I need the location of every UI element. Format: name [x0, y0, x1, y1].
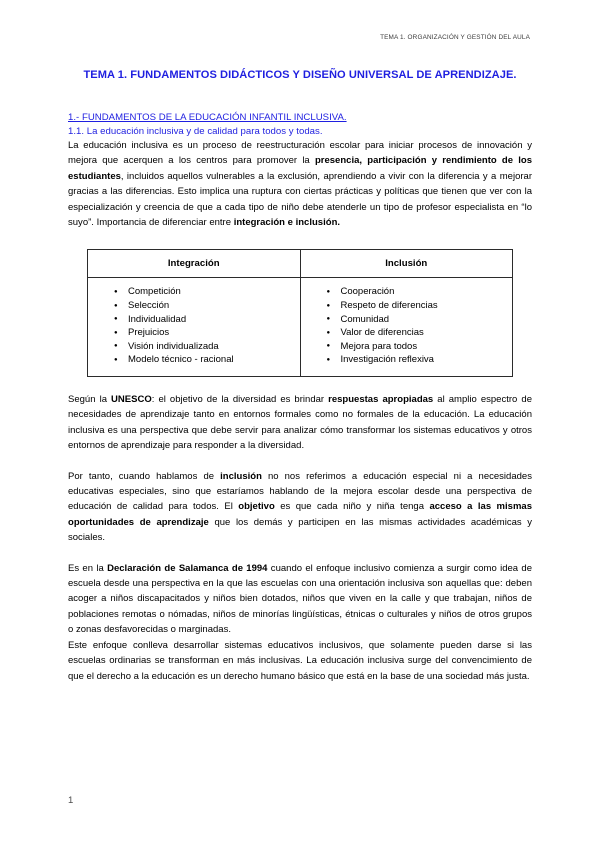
paragraph-inclusive-systems: Este enfoque conlleva desarrollar sistemas educativos inclusivos, que solamente pueden darse si las escuelas ordinarias se transforman en más inclusivas. La educación inclusiva surge del convencimiento de que el derecho a la educación es un derecho humano básico que está en la base de una sociedad más justa.	[68, 639, 532, 682]
paragraph-salamanca	[68, 561, 532, 638]
list-item: ● Prejuicios	[128, 326, 296, 340]
paragraph-inclusive-education	[68, 138, 532, 230]
p2-text-2: : el objetivo de la diversidad es brindar	[151, 394, 329, 405]
p3-bold-2: objetivo	[238, 501, 275, 513]
p2-text-1: Según la	[68, 394, 112, 405]
page-title: TEMA 1. FUNDAMENTOS DIDÁCTICOS Y DISEÑO UNIVERSAL DE APRENDIZAJE.	[83, 69, 517, 81]
p1-bold-2: integración e inclusión.	[233, 217, 341, 229]
list-item: ● Visión individualizada	[128, 340, 296, 354]
p2-bold-1: UNESCO	[111, 394, 152, 405]
p3-text-1: Por tanto, cuando hablamos de	[68, 470, 221, 482]
list-item: ● Comunidad	[341, 313, 509, 327]
list-item: ● Individualidad	[128, 313, 296, 327]
document-content	[68, 66, 532, 684]
paragraph-inclusion-definition	[68, 469, 532, 546]
list-item: ● Competición	[128, 285, 296, 299]
p2-text-3: al amplio espectro de necesidades de aprendizaje tanto en entornos formales como no formales de la educación. La educación inclusiva es una perspectiva que debe servir para analizar cómo transformar los sistemas educativos y otros entornos de aprendizaje para responder a la diversidad.	[68, 394, 532, 452]
integracion-list	[92, 285, 296, 367]
list-item: ● Respeto de diferencias	[341, 299, 509, 313]
list-item: ● Modelo técnico - racional	[128, 353, 296, 367]
p3-bold-3: acceso a las mismas oportunidades de aprendizaje	[68, 501, 533, 528]
page-number: 1	[68, 795, 74, 806]
inclusion-list	[305, 285, 509, 367]
comparison-table	[87, 249, 513, 377]
p3-bold-1: inclusión	[220, 470, 262, 482]
list-item: ● Valor de diferencias	[341, 326, 509, 340]
p1-text-1: La educación inclusiva es un proceso de reestructuración escolar para iniciar procesos de innovación y mejora que acerquen a los centros para promover la	[68, 140, 532, 167]
list-item: ● Selección	[128, 299, 296, 313]
section-heading-2: 1.1. La educación inclusiva y de calidad para todos y todas.	[68, 125, 323, 137]
list-item: ● Mejora para todos	[341, 340, 509, 354]
p3-text-3: es que cada niño y niña tenga	[274, 501, 430, 513]
table-cell-integracion	[88, 278, 301, 377]
list-item: ● Cooperación	[341, 285, 509, 299]
p1-bold-1: presencia, participación y rendimiento de los estudiantes	[68, 155, 532, 182]
table-header-row	[88, 250, 513, 278]
p4-bold-1: Declaración de Salamanca de 1994	[107, 562, 268, 574]
p4-text-1: Es en la	[68, 562, 108, 574]
table-header-integracion: Integración	[88, 250, 301, 278]
section-heading-1: 1.- FUNDAMENTOS DE LA EDUCACIÓN INFANTIL INCLUSIVA.	[68, 112, 347, 123]
p3-text-4: que los demás y participen en las mismas actividades académicas y sociales.	[68, 516, 533, 544]
p2-bold-2: respuestas apropiadas	[328, 394, 434, 405]
p3-text-2: no nos referimos a educación especial ni a necesidades educativas especiales, sino que estaríamos hablando de la mejora escolar desde una perspectiva de educación de calidad para todos. El	[68, 470, 532, 513]
paragraph-unesco	[68, 392, 532, 454]
table-header-inclusion: Inclusión	[300, 250, 513, 278]
table-cell-inclusion	[300, 278, 513, 377]
p1-text-2: , incluidos aquellos vulnerables a la exclusión, aprendiendo a vivir con la diferencia y a mejorar gracias a las diferencias. Esto implica una ruptura con ciertas prácticas y políticas que tienen que ver con la especialización y creencia de que a cada tipo de niño debe atenderle un tipo de profesor especialista en “lo suyo”. Importancia de diferenciar entre	[68, 170, 532, 229]
table-row	[88, 278, 513, 377]
running-head: TEMA 1. ORGANIZACIÓN Y GESTIÓN DEL AULA	[380, 34, 530, 41]
list-item: ● Investigación reflexiva	[341, 353, 509, 367]
p4-text-2: cuando el enfoque inclusivo comienza a surgir como idea de escuela desde una perspectiva en la que las escuelas con una orientación inclusiva son aquellas que: deben acoger a niños discapacitados y niños bien dotados, niños que viven en la calle y que trabajan, niños de poblaciones remotas o nómadas, niños de minorías lingüísticas, étnicas o culturales y niños de otros grupos o zonas desfavorecidas o marginadas.	[68, 562, 533, 636]
